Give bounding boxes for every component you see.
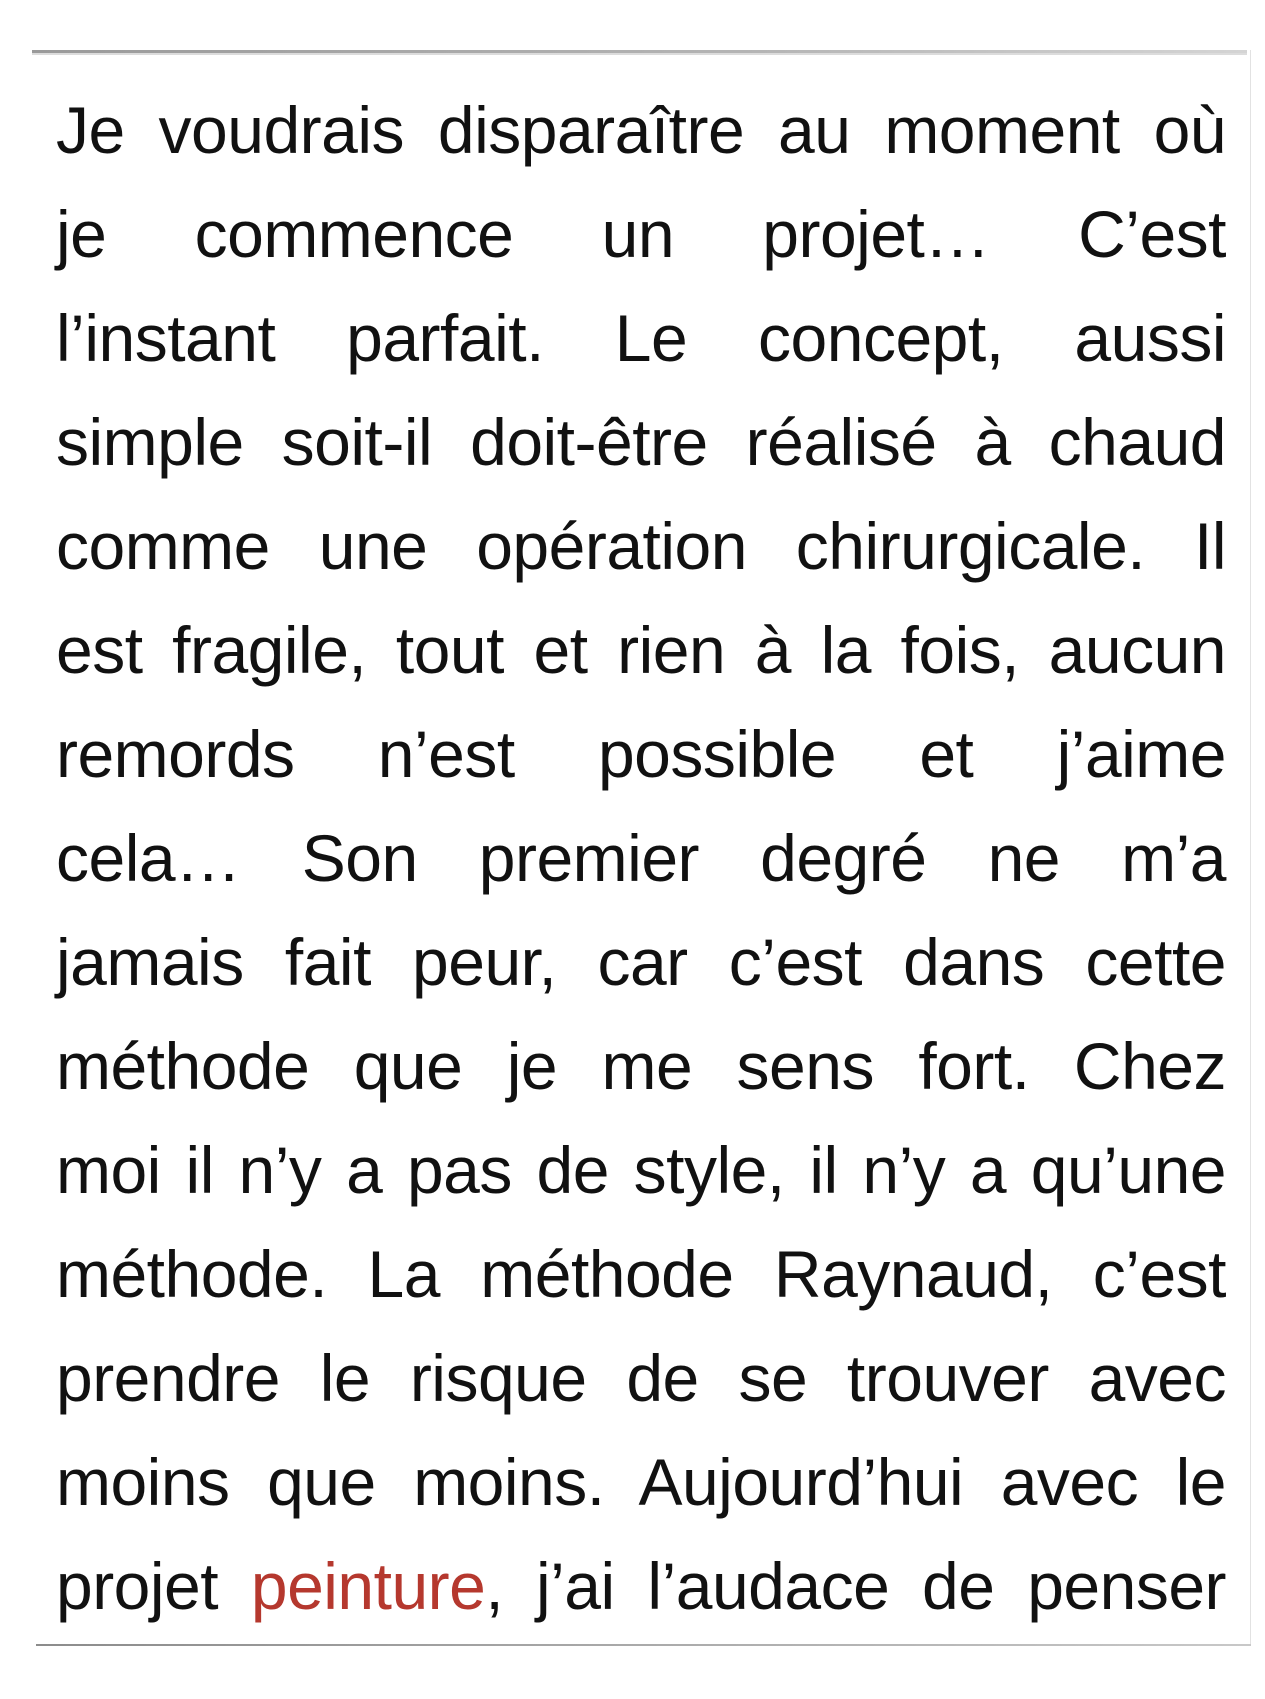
- bottom-rule: [36, 1644, 1251, 1646]
- text-line: comme une opération chirurgicale. Il: [56, 509, 1226, 583]
- highlight-word: peinture: [250, 1549, 486, 1623]
- text-line: moins que moins. Aujourd’hui avec le: [56, 1445, 1226, 1519]
- text-line-final: [56, 1534, 1226, 1638]
- text-line: jamais fait peur, car c’est dans cette: [56, 925, 1226, 999]
- final-line-end: , j’ai l’audace de penser: [485, 1549, 1227, 1623]
- body-text: [56, 78, 1226, 1638]
- text-line: méthode que je me sens fort. Chez: [56, 1029, 1226, 1103]
- text-line: simple soit-il doit-être réalisé à chaud: [56, 405, 1226, 479]
- text-line: méthode. La méthode Raynaud, c’est: [56, 1237, 1226, 1311]
- final-line-start: projet: [56, 1549, 251, 1623]
- text-line: cela… Son premier degré ne m’a: [56, 821, 1226, 895]
- text-line: est fragile, tout et rien à la fois, aucun: [56, 613, 1226, 687]
- text-line: je commence un projet… C’est: [56, 197, 1226, 271]
- text-line: l’instant parfait. Le concept, aussi: [56, 301, 1226, 375]
- text-line: prendre le risque de se trouver avec: [56, 1341, 1226, 1415]
- page-edge: [1250, 50, 1251, 1646]
- text-line: remords n’est possible et j’aime: [56, 717, 1226, 791]
- top-rule-shadow: [32, 53, 1247, 55]
- text-line: moi il n’y a pas de style, il n’y a qu’une: [56, 1133, 1226, 1207]
- text-line: Je voudrais disparaître au moment où: [56, 93, 1226, 167]
